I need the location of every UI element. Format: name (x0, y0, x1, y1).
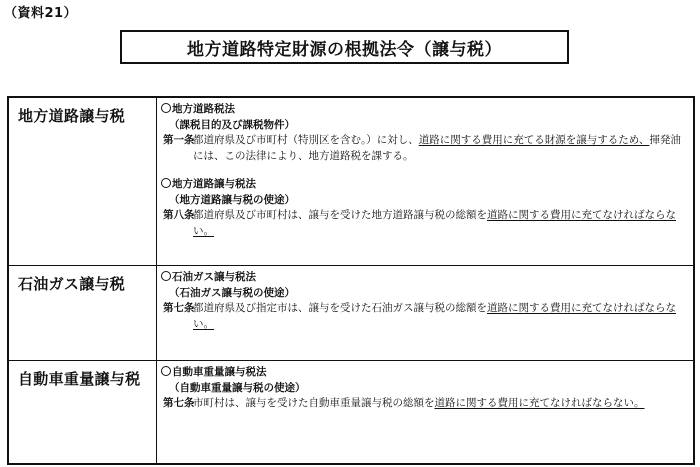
article-text-underlined: 道路に関する費用に充てなければならない。 (193, 209, 676, 237)
page-title: 地方道路特定財源の根拠法令（譲与税） (120, 30, 569, 64)
law-entry (161, 102, 689, 164)
article-text (161, 396, 689, 412)
law-title: 地方道路税法 (161, 102, 689, 118)
article-text-pre: 市町村は、譲与を受けた自動車重量譲与税の総額を (193, 397, 435, 409)
document-label: （資料21） (4, 6, 78, 21)
article-text (161, 301, 689, 332)
row-name: 石油ガス譲与税 (9, 266, 157, 360)
row-content (161, 98, 689, 265)
row-content (161, 361, 689, 463)
article-text (161, 208, 689, 239)
article-text-pre: 都道府県及び市町村は、譲与を受けた地方道路譲与税の総額を (193, 209, 487, 221)
row-name: 自動車重量譲与税 (9, 361, 157, 463)
circle-bullet-icon (161, 103, 171, 113)
law-subtitle: （石油ガス譲与税の使途） (169, 286, 295, 299)
article-number: 第八条 (163, 209, 195, 221)
law-entry (161, 270, 689, 332)
article-text-pre: 都道府県及び市町村（特別区を含む。）に対し、 (193, 134, 419, 146)
law-title: 自動車重量譲与税法 (161, 365, 689, 381)
article-text (161, 133, 689, 164)
law-title: 石油ガス譲与税法 (161, 270, 689, 286)
row-content (161, 266, 689, 360)
article-text-underlined: 道路に関する費用に充てなければならない。 (434, 397, 645, 409)
circle-bullet-icon (161, 366, 171, 376)
circle-bullet-icon (161, 178, 171, 188)
row-name: 地方道路譲与税 (9, 98, 157, 265)
law-title: 地方道路譲与税法 (161, 177, 689, 193)
law-subtitle: （地方道路譲与税の使途） (169, 193, 295, 206)
legal-basis-table (7, 96, 695, 465)
law-entry (161, 177, 689, 239)
article-text-pre: 都道府県及び指定市は、譲与を受けた石油ガス譲与税の総額を (193, 302, 487, 314)
article-number: 第七条 (163, 302, 195, 314)
table-row-motor-vehicle-weight-transfer-tax (9, 361, 693, 463)
article-text-underlined: 道路に関する費用に充てる財源を譲与するため、 (418, 134, 650, 146)
table-row-local-road-transfer-tax (9, 98, 693, 266)
article-text-post: 揮発油には、この法律により、地方道路税を課する。 (193, 134, 681, 162)
table-row-petroleum-gas-transfer-tax (9, 266, 693, 361)
law-entry (161, 365, 689, 412)
article-number: 第七条 (163, 397, 195, 409)
article-text-underlined: 道路に関する費用に充てなければならない。 (193, 302, 676, 330)
article-number: 第一条 (163, 134, 195, 146)
law-subtitle: （課税目的及び課税物件） (169, 118, 295, 131)
circle-bullet-icon (161, 271, 171, 281)
law-subtitle: （自動車重量譲与税の使途） (169, 381, 306, 394)
